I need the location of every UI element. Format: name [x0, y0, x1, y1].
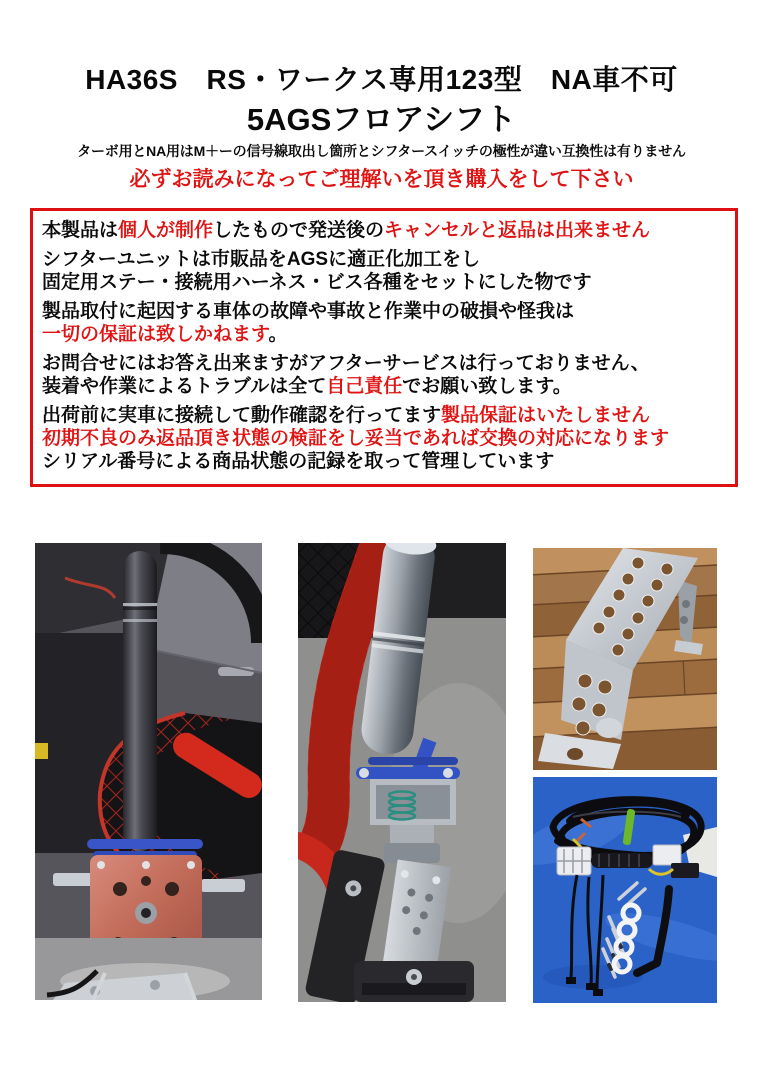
notice-paragraph — [42, 248, 726, 294]
shifter-closeup-illustration — [298, 543, 506, 1002]
notice-text-segment: 製品保証はいたしません — [441, 405, 651, 426]
notice-text-segment: したもので発送後の — [213, 220, 385, 241]
shifter-installed-illustration — [35, 543, 262, 1000]
notice-paragraph — [42, 219, 726, 242]
notice-text-segment: シフターユニットは市販品をAGSに適正化加工をし — [42, 249, 481, 270]
notice-paragraph — [42, 352, 726, 398]
wiring-harness-illustration — [533, 777, 717, 1003]
notice-text-segment: 製品取付に起因する車体の故障や事故と作業中の破損や怪我は — [42, 301, 575, 322]
notice-text-segment: 固定用ステー・接続用ハーネス・ビス各種をセットにした物です — [42, 272, 592, 293]
page-subtitle: 5AGSフロアシフト — [246, 102, 517, 137]
page-title: HA36S RS・ワークス専用123型 NA車不可 — [85, 64, 678, 95]
header — [0, 0, 763, 192]
compatibility-note: ターボ用とNA用はM＋ーの信号線取出し箇所とシフタースイッチの極性が違い互換性は有りません — [77, 143, 686, 159]
mounting-bracket-illustration — [533, 548, 717, 770]
notice-text-segment: お問合せにはお答え出来ますがアフターサービスは行っておりません、 — [42, 353, 650, 374]
notice-text-segment: 一切の保証は致しかねます — [42, 324, 269, 345]
notice-text-segment: 本製品は — [42, 220, 119, 241]
shifter-closeup-photo — [298, 543, 506, 1002]
notice-text-segment: 自己責任 — [326, 376, 403, 397]
notice-text-segment: 装着や作業によるトラブルは全て — [42, 376, 327, 397]
notice-text-segment: 出荷前に実車に接続して動作確認を行ってます — [42, 405, 442, 426]
mounting-bracket-photo — [533, 548, 717, 770]
must-read-warning: 必ずお読みになってご理解いを頂き購入をして下さい — [129, 168, 634, 191]
notice-text-segment: キャンセルと返品は出来ません — [384, 220, 651, 241]
notice-text-segment: 。 — [268, 324, 288, 345]
notice-paragraph — [42, 300, 726, 346]
notice-text-segment: でお願い致します。 — [402, 376, 572, 397]
shifter-installed-photo — [35, 543, 262, 1000]
notice-paragraph — [42, 404, 726, 473]
notice-text-segment: 個人が制作 — [118, 220, 214, 241]
notice-text-segment: 初期不良のみ返品頂き状態の検証をし妥当であれば交換の対応になります — [42, 428, 670, 449]
notice-box — [30, 208, 738, 487]
notice-text-segment: シリアル番号による商品状態の記録を取って管理しています — [42, 451, 555, 472]
wiring-harness-kit-photo — [533, 777, 717, 1003]
